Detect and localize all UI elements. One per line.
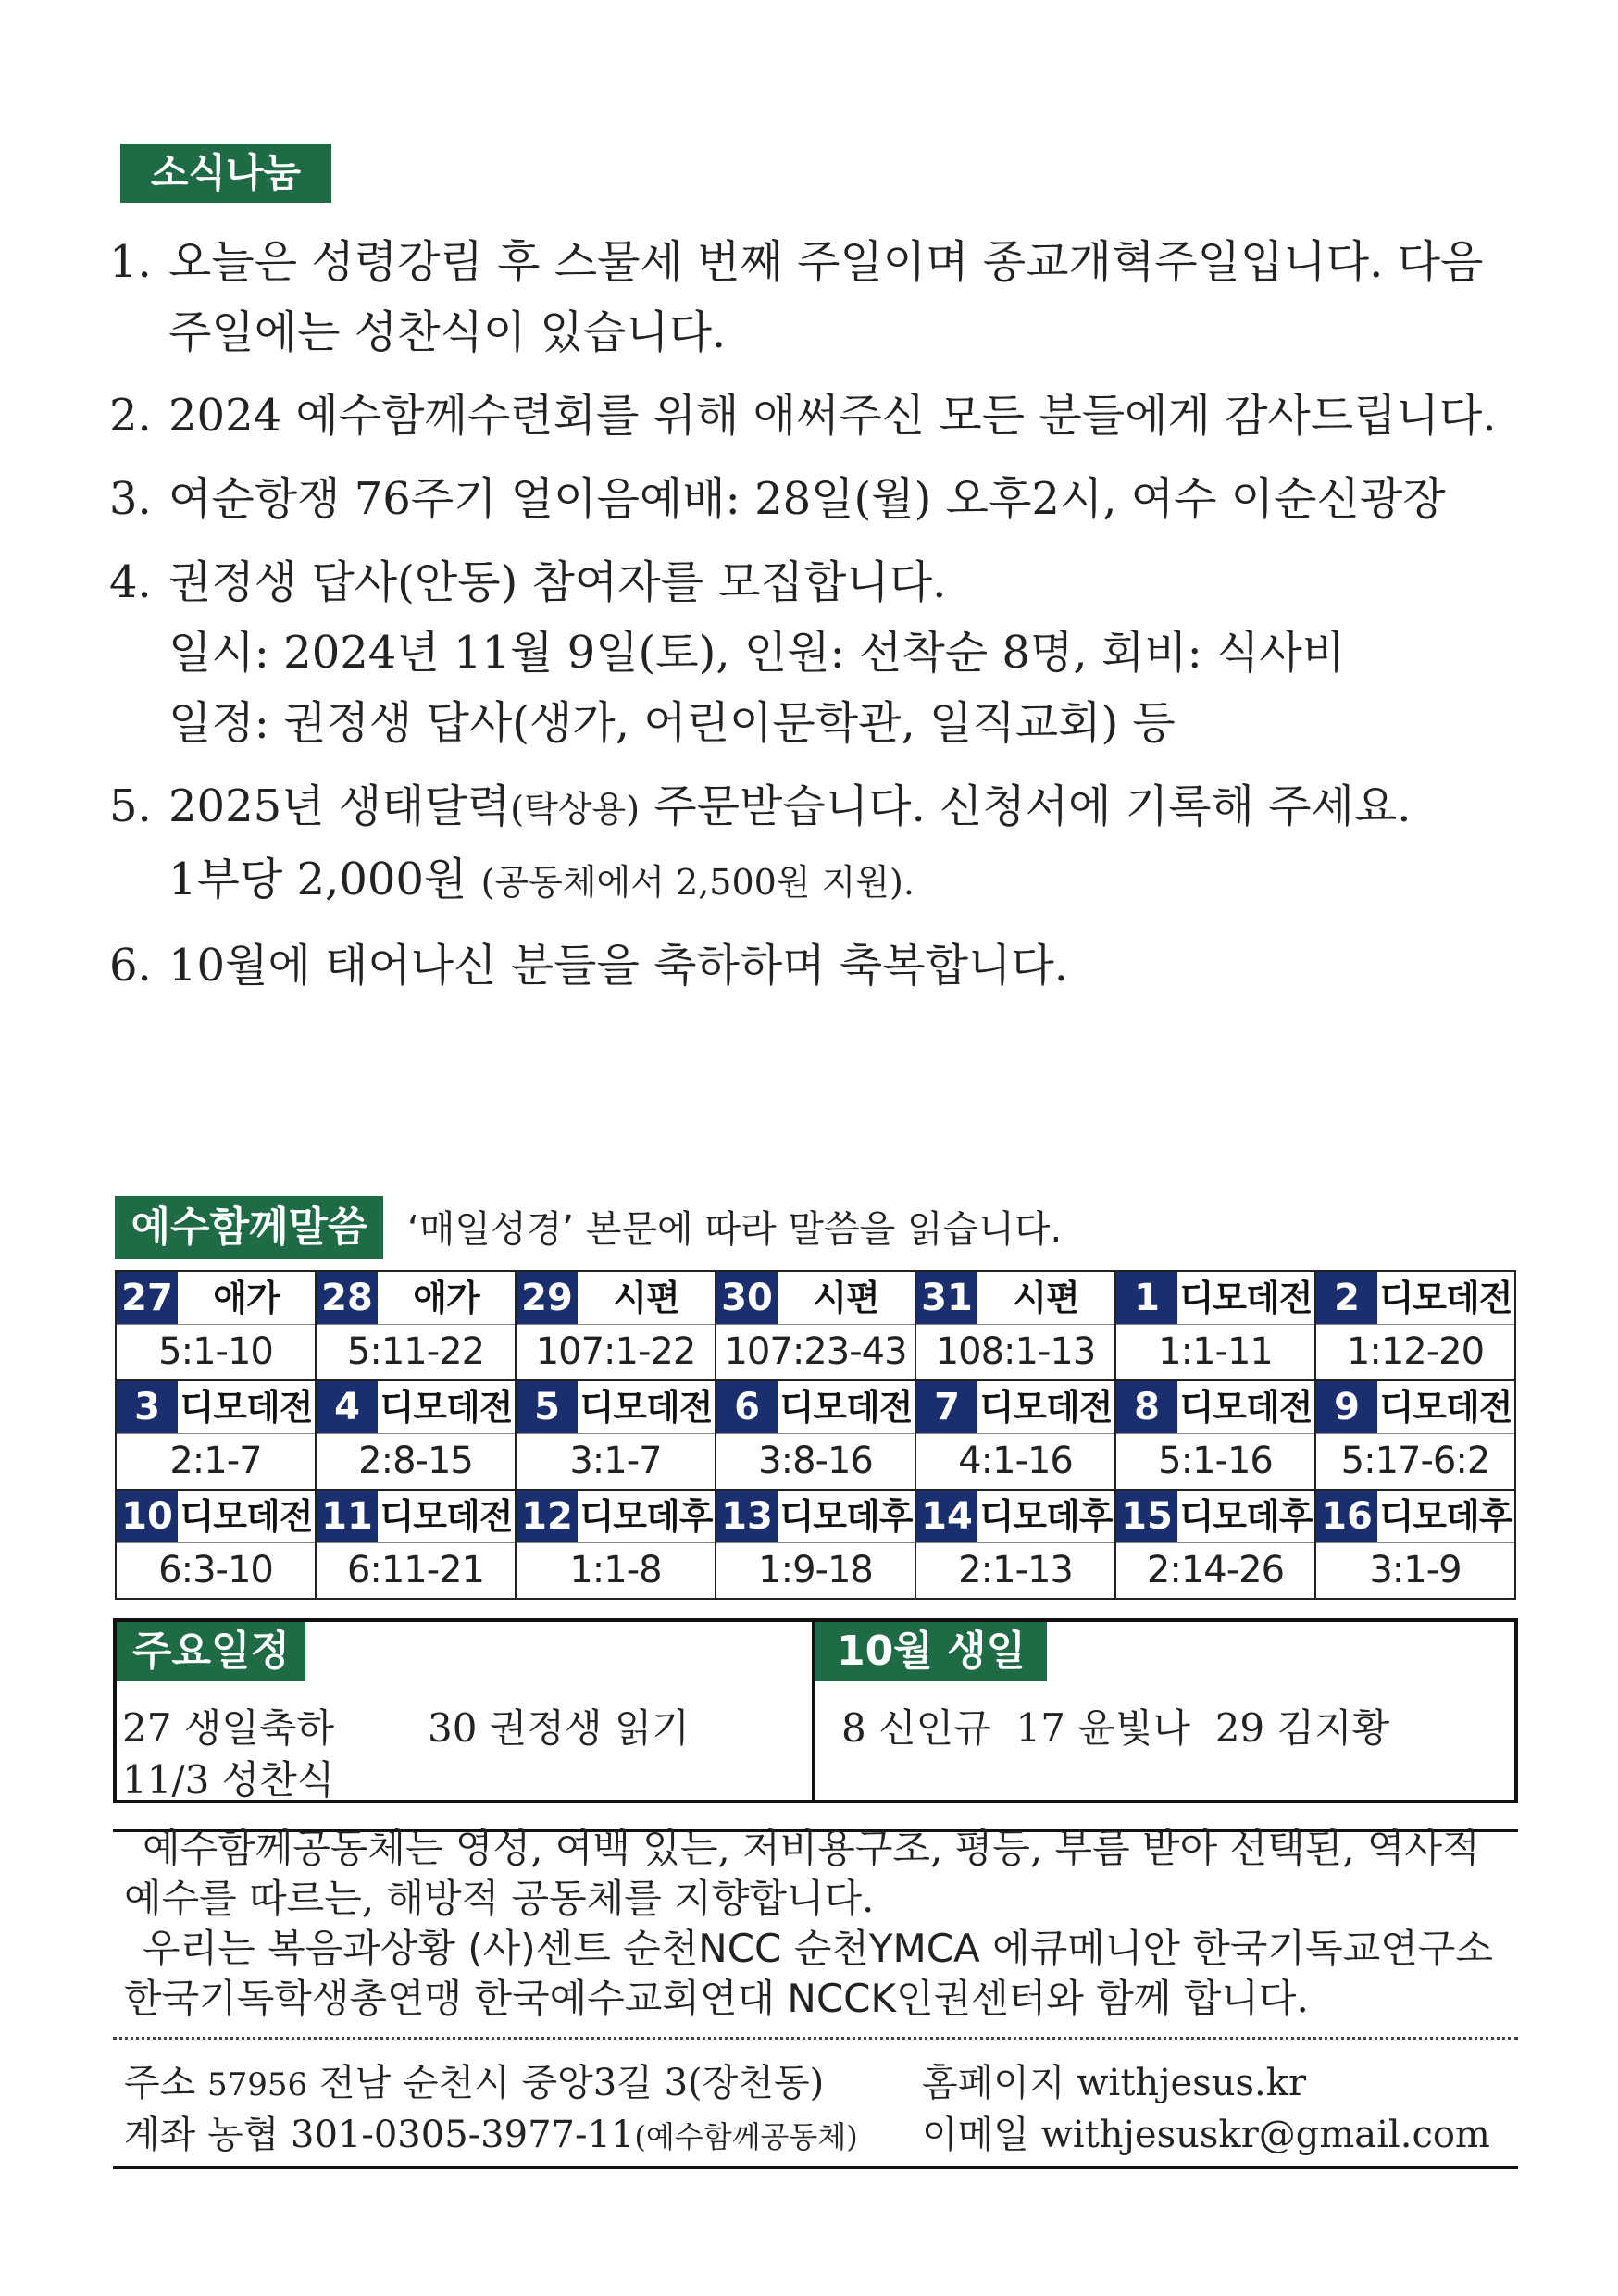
reading-cell bbox=[116, 1271, 316, 1380]
reading-book: 디모데후 bbox=[1179, 1496, 1313, 1537]
schedule-title: 주요일정 bbox=[117, 1622, 305, 1681]
reading-book: 디모데전 bbox=[979, 1387, 1113, 1428]
news-text-part: 1부당 2,000원 bbox=[168, 854, 481, 905]
news-item-number: 2. bbox=[109, 390, 152, 442]
birthday-box bbox=[812, 1618, 1518, 1803]
reading-cell-head bbox=[317, 1381, 515, 1434]
reading-row bbox=[116, 1271, 1515, 1380]
account-line bbox=[124, 2105, 858, 2158]
reading-day: 8 bbox=[1116, 1381, 1177, 1433]
reading-cell-head bbox=[1316, 1491, 1514, 1543]
email-line bbox=[922, 2105, 1490, 2158]
reading-book: 디모데전 bbox=[579, 1387, 713, 1428]
reading-cell-head bbox=[1116, 1491, 1314, 1543]
reading-book: 디모데전 bbox=[380, 1387, 513, 1428]
reading-verse: 6:3-10 bbox=[158, 1549, 273, 1591]
reading-cell bbox=[1315, 1380, 1515, 1490]
news-item-number: 4. bbox=[109, 556, 152, 608]
reading-row bbox=[116, 1380, 1515, 1490]
reading-day: 4 bbox=[317, 1381, 378, 1433]
reading-cell-head bbox=[1116, 1272, 1314, 1325]
reading-cell bbox=[1115, 1271, 1315, 1380]
reading-cell-head bbox=[117, 1381, 315, 1434]
reading-cell-head bbox=[317, 1491, 515, 1543]
reading-book: 디모데후 bbox=[579, 1496, 713, 1537]
reading-day: 5 bbox=[517, 1381, 578, 1433]
reading-day: 1 bbox=[1116, 1272, 1177, 1324]
reading-cell bbox=[316, 1490, 516, 1599]
schedule-item: 27 생일축하 bbox=[122, 1705, 335, 1751]
news-item-1 bbox=[109, 227, 1516, 368]
news-item-text: 여순항쟁 76주기 얼이음예배: 28일(월) 오후2시, 여수 이순신광장 bbox=[168, 473, 1446, 525]
reading-book: 디모데전 bbox=[1379, 1278, 1512, 1318]
reading-book: 시편 bbox=[813, 1278, 879, 1318]
reading-cell bbox=[1115, 1380, 1315, 1490]
reading-cell-head bbox=[1116, 1381, 1314, 1434]
reading-cell bbox=[516, 1490, 716, 1599]
news-item-text: 2024 예수함께수련회를 위해 애써주신 모든 분들에게 감사드립니다. bbox=[168, 390, 1497, 442]
reading-cell bbox=[516, 1380, 716, 1490]
account-label: 계좌 bbox=[124, 2114, 196, 2156]
reading-book: 디모데후 bbox=[779, 1496, 913, 1537]
account-holder: (예수함께공동체) bbox=[634, 2119, 858, 2154]
reading-verse: 108:1-13 bbox=[935, 1330, 1096, 1373]
schedule-box bbox=[113, 1618, 815, 1803]
reading-day: 7 bbox=[916, 1381, 977, 1433]
news-item-text: 오늘은 성령강림 후 스물세 번째 주일이며 종교개혁주일입니다. 다음 bbox=[168, 236, 1484, 288]
mission-statement bbox=[124, 1824, 1512, 2024]
reading-day: 9 bbox=[1316, 1381, 1377, 1433]
reading-book: 디모데후 bbox=[979, 1496, 1113, 1537]
reading-book: 애가 bbox=[413, 1278, 479, 1318]
reading-cell-head bbox=[716, 1272, 915, 1325]
address-label: 주소 bbox=[124, 2062, 196, 2104]
reading-day: 28 bbox=[317, 1272, 378, 1324]
word-caption: ‘매일성경’ 본문에 따라 말씀을 읽습니다. bbox=[407, 1208, 1063, 1251]
reading-cell-head bbox=[1316, 1381, 1514, 1434]
reading-book: 디모데전 bbox=[1379, 1387, 1512, 1428]
birthday-list: 8 신인규 17 윤빛나 29 김지황 bbox=[841, 1705, 1390, 1751]
reading-book: 디모데전 bbox=[380, 1496, 513, 1537]
reading-cell bbox=[915, 1490, 1115, 1599]
news-item-number: 3. bbox=[109, 473, 152, 525]
reading-verse: 5:1-10 bbox=[158, 1330, 273, 1373]
reading-verse: 107:23-43 bbox=[724, 1330, 907, 1373]
partners-list: 복음과상황 (사)센트 순천NCC 순천YMCA 에큐메니안 한국기독교연구소 bbox=[268, 1926, 1493, 1971]
reading-book: 디모데전 bbox=[779, 1387, 913, 1428]
reading-verse: 4:1-16 bbox=[958, 1440, 1073, 1482]
news-list bbox=[109, 227, 1516, 1014]
email-label: 이메일 bbox=[922, 2114, 1029, 2156]
reading-book: 시편 bbox=[1013, 1278, 1079, 1318]
reading-cell-head bbox=[716, 1491, 915, 1543]
reading-cell-head bbox=[117, 1491, 315, 1543]
partners-line bbox=[124, 1924, 1512, 1974]
reading-verse: 3:1-7 bbox=[569, 1440, 662, 1482]
email-link[interactable]: withjesuskr@gmail.com bbox=[1040, 2114, 1490, 2156]
reading-cell bbox=[1315, 1271, 1515, 1380]
reading-day: 16 bbox=[1316, 1491, 1377, 1542]
schedule-item: 30 권정생 읽기 bbox=[428, 1705, 691, 1751]
reading-book: 시편 bbox=[613, 1278, 679, 1318]
reading-day: 31 bbox=[916, 1272, 977, 1324]
schedule-item: 11/3 성찬식 bbox=[122, 1757, 335, 1803]
reading-cell bbox=[1315, 1490, 1515, 1599]
reading-verse: 3:1-9 bbox=[1369, 1549, 1462, 1591]
reading-cell bbox=[716, 1380, 915, 1490]
homepage-line bbox=[922, 2053, 1306, 2106]
birthday-title: 10월 생일 bbox=[815, 1622, 1047, 1681]
reading-verse: 5:17-6:2 bbox=[1340, 1440, 1490, 1482]
news-item-text: 일정: 권정생 답사(생가, 어린이문학관, 일직교회) 등 bbox=[168, 697, 1176, 749]
reading-cell bbox=[316, 1380, 516, 1490]
reading-verse: 3:8-16 bbox=[758, 1440, 873, 1482]
reading-cell-head bbox=[916, 1491, 1114, 1543]
reading-verse: 2:1-13 bbox=[958, 1549, 1073, 1591]
reading-verse: 1:9-18 bbox=[758, 1549, 873, 1591]
reading-cell-head bbox=[916, 1272, 1114, 1325]
reading-cell-head bbox=[716, 1381, 915, 1434]
partners-list: 한국기독학생총연맹 한국예수교회연대 NCCK인권센터 bbox=[124, 1976, 1047, 2021]
news-item-3 bbox=[109, 464, 1516, 534]
reading-cell-head bbox=[1316, 1272, 1514, 1325]
reading-verse: 1:1-11 bbox=[1158, 1330, 1273, 1373]
homepage-label: 홈페이지 bbox=[922, 2062, 1065, 2104]
address-line bbox=[124, 2053, 824, 2106]
news-item-text bbox=[168, 844, 1516, 917]
word-section-title: 예수함께말씀 bbox=[115, 1196, 383, 1259]
reading-cell bbox=[716, 1271, 915, 1380]
reading-book: 디모데전 bbox=[180, 1496, 313, 1537]
reading-cell bbox=[516, 1271, 716, 1380]
reading-cell bbox=[716, 1490, 915, 1599]
reading-row bbox=[116, 1490, 1515, 1599]
reading-cell-head bbox=[916, 1381, 1114, 1434]
reading-book: 디모데전 bbox=[180, 1387, 313, 1428]
reading-book: 애가 bbox=[213, 1278, 280, 1318]
reading-day: 30 bbox=[716, 1272, 778, 1324]
mission-line: 예수함께공동체는 영성, 여백 있는, 저비용구조, 평등, 부름 받아 선택된, 역사적 bbox=[143, 1826, 1480, 1871]
news-item-number: 5. bbox=[109, 780, 152, 832]
reading-cell-head bbox=[517, 1272, 715, 1325]
reading-day: 27 bbox=[117, 1272, 178, 1324]
news-text-part: 2025년 생태달력 bbox=[168, 780, 511, 832]
account-number: 농협 301-0305-3977-11 bbox=[207, 2114, 635, 2156]
partners-line bbox=[124, 1974, 1512, 2024]
reading-cell-head bbox=[517, 1491, 715, 1543]
reading-day: 10 bbox=[117, 1491, 178, 1542]
dotted-divider bbox=[113, 2037, 1518, 2040]
news-text-small: (탁상용) bbox=[510, 789, 641, 830]
news-section-title: 소식나눔 bbox=[120, 144, 331, 203]
reading-cell bbox=[316, 1271, 516, 1380]
reading-day: 2 bbox=[1316, 1272, 1377, 1324]
reading-verse: 2:8-15 bbox=[358, 1440, 473, 1482]
partners-outro: 와 함께 합니다. bbox=[1046, 1976, 1309, 2021]
news-item-6 bbox=[109, 930, 1516, 1001]
reading-book: 디모데후 bbox=[1379, 1496, 1512, 1537]
news-item-2 bbox=[109, 381, 1516, 451]
reading-verse: 1:1-8 bbox=[569, 1549, 662, 1591]
reading-table bbox=[115, 1270, 1516, 1600]
reading-cell bbox=[915, 1271, 1115, 1380]
reading-verse: 6:11-21 bbox=[346, 1549, 485, 1591]
reading-verse: 2:1-7 bbox=[169, 1440, 262, 1482]
reading-cell-head bbox=[117, 1272, 315, 1325]
reading-book: 디모데전 bbox=[1179, 1278, 1313, 1318]
news-item-text: 10월에 태어나신 분들을 축하하며 축복합니다. bbox=[168, 940, 1068, 992]
address-text: 전남 순천시 중앙3길 3(장천동) bbox=[318, 2062, 825, 2104]
reading-day: 12 bbox=[517, 1491, 578, 1542]
news-text-part: 주문받습니다. 신청서에 기록해 주세요. bbox=[640, 780, 1412, 832]
reading-book: 디모데전 bbox=[1179, 1387, 1313, 1428]
homepage-link[interactable]: withjesus.kr bbox=[1077, 2062, 1307, 2104]
news-item-text: 일시: 2024년 11월 9일(토), 인원: 선착순 8명, 회비: 식사비 bbox=[168, 627, 1346, 679]
bottom-rule bbox=[113, 2166, 1518, 2169]
reading-cell-head bbox=[517, 1381, 715, 1434]
news-item-5 bbox=[109, 771, 1516, 917]
news-item-text: 권정생 답사(안동) 참여자를 모집합니다. bbox=[168, 556, 947, 608]
reading-day: 6 bbox=[716, 1381, 778, 1433]
mission-line: 예수를 따르는, 해방적 공동체를 지향합니다. bbox=[124, 1876, 875, 1921]
reading-day: 15 bbox=[1116, 1491, 1177, 1542]
partners-intro: 우리는 bbox=[143, 1926, 268, 1971]
reading-cell bbox=[1115, 1490, 1315, 1599]
reading-verse: 2:14-26 bbox=[1146, 1549, 1285, 1591]
reading-day: 3 bbox=[117, 1381, 178, 1433]
reading-day: 29 bbox=[517, 1272, 578, 1324]
reading-day: 11 bbox=[317, 1491, 378, 1542]
news-item-4 bbox=[109, 547, 1516, 758]
reading-day: 13 bbox=[716, 1491, 778, 1542]
address-zip: 57956 bbox=[207, 2066, 308, 2103]
reading-day: 14 bbox=[916, 1491, 977, 1542]
reading-cell bbox=[915, 1380, 1115, 1490]
reading-cell bbox=[116, 1490, 316, 1599]
news-text-small: (공동체에서 2,500원 지원). bbox=[480, 862, 915, 903]
news-item-number: 1. bbox=[109, 236, 152, 288]
news-item-text: 주일에는 성찬식이 있습니다. bbox=[168, 306, 727, 358]
reading-cell-head bbox=[317, 1272, 515, 1325]
reading-verse: 5:1-16 bbox=[1158, 1440, 1273, 1482]
news-item-number: 6. bbox=[109, 940, 152, 992]
reading-verse: 5:11-22 bbox=[346, 1330, 485, 1373]
reading-cell bbox=[116, 1380, 316, 1490]
reading-verse: 1:12-20 bbox=[1346, 1330, 1485, 1373]
news-item-text bbox=[168, 771, 1516, 844]
reading-verse: 107:1-22 bbox=[535, 1330, 696, 1373]
